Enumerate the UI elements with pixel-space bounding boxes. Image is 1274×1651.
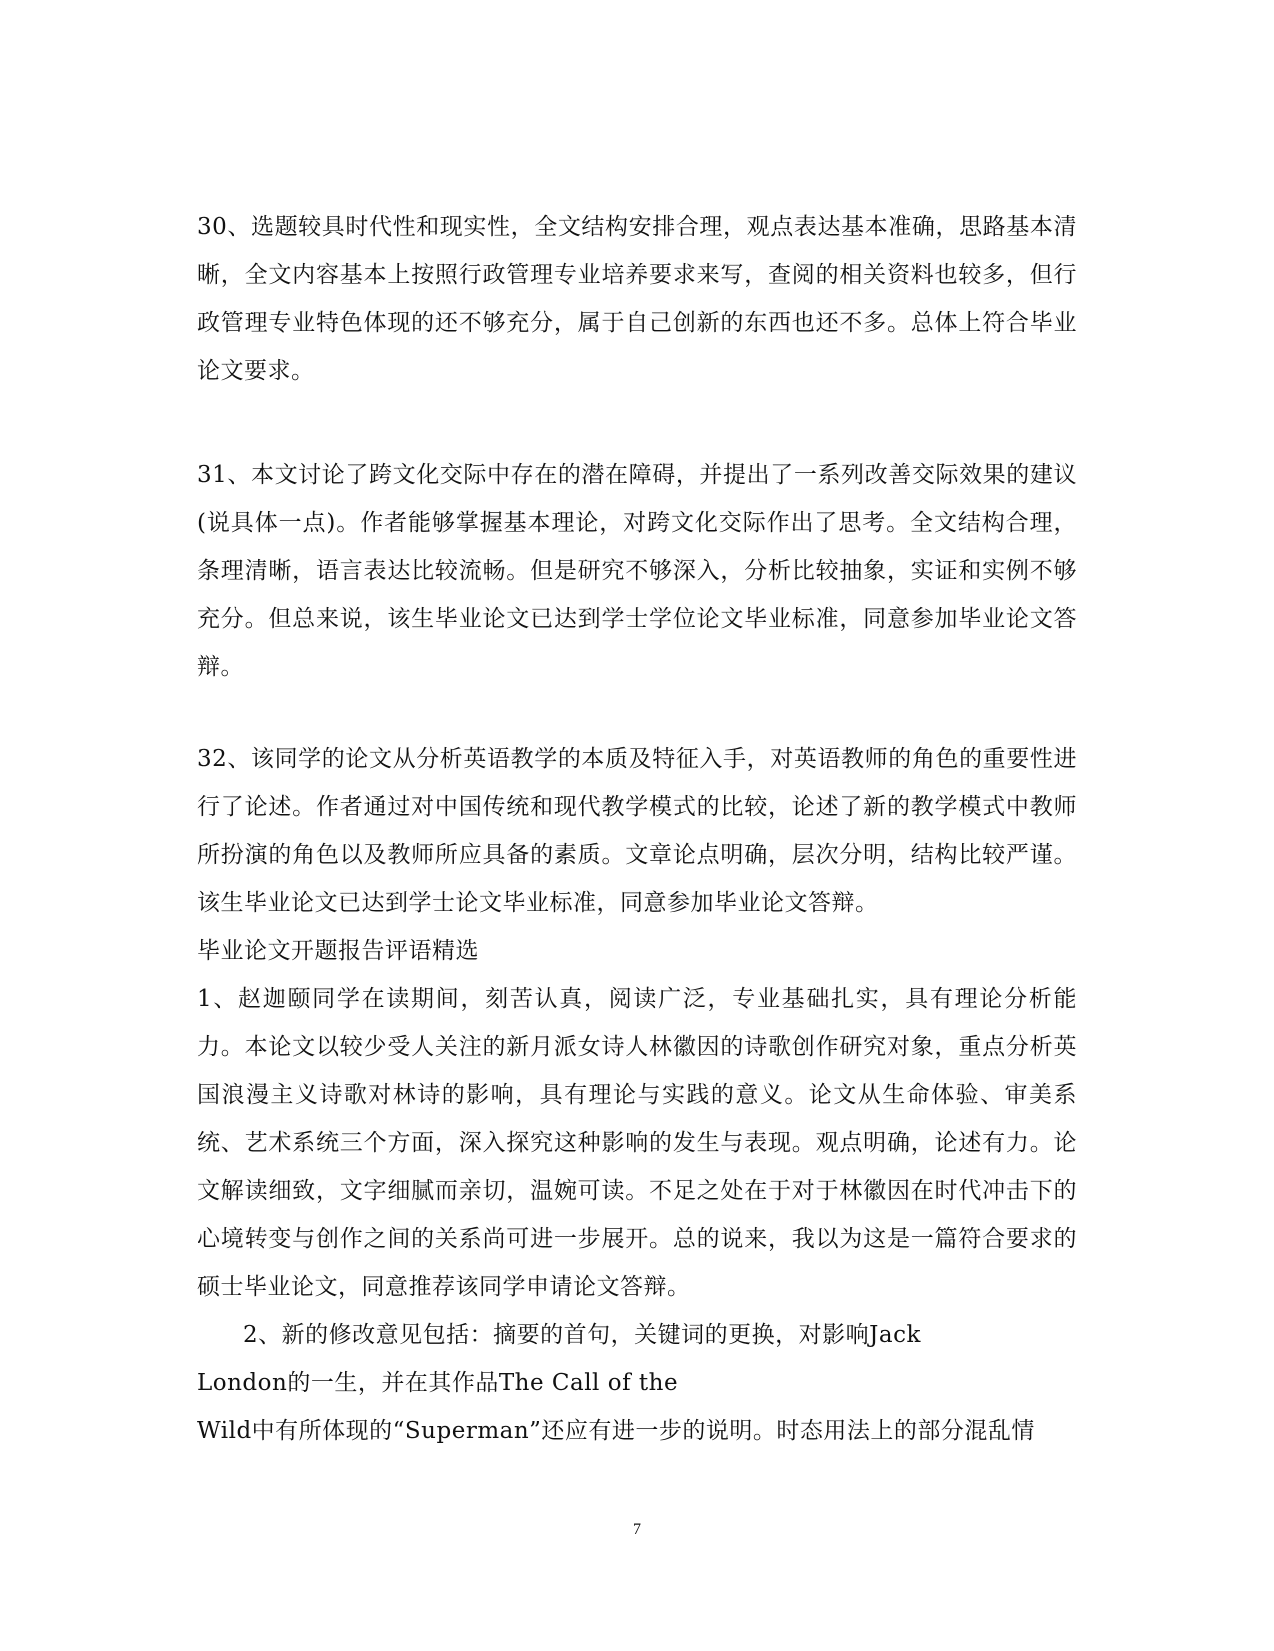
- paragraph-text: 30、选题较具时代性和现实性，全文结构安排合理，观点表达基本准确，思路基本清晰，全文内容基本上按照行政管理专业培养要求来写，查阅的相关资料也较多，但行政管理专业特色体现的还不够充分，属于自己创新的东西也还不多。总体上符合毕业论文要求。: [197, 214, 1077, 384]
- comment-item-2-line-3: Wild中有所体现的“Superman”还应有进一步的说明。时态用法上的部分混乱情: [197, 1418, 1035, 1444]
- paragraph-text: 31、本文讨论了跨文化交际中存在的潜在障碍，并提出了一系列改善交际效果的建议(说具体一点)。作者能够掌握基本理论，对跨文化交际作出了思考。全文结构合理，条理清晰，语言表达比较流畅。但是研究不够深入，分析比较抽象，实证和实例不够充分。但总来说，该生毕业论文已达到学士学位论文毕业标准，同意参加毕业论文答辩。: [197, 462, 1077, 680]
- comment-paragraph-30: [197, 203, 1077, 395]
- comment-item-1: 1、赵迦颐同学在读期间，刻苦认真，阅读广泛，专业基础扎实，具有理论分析能力。本论文以较少受人关注的新月派女诗人林徽因的诗歌创作研究对象，重点分析英国浪漫主义诗歌对林诗的影响，具有理论与实践的意义。论文从生命体验、审美系统、艺术系统三个方面，深入探究这种影响的发生与表现。观点明确，论述有力。论文解读细致，文字细腻而亲切，温婉可读。不足之处在于对于林徽因在时代冲击下的心境转变与创作之间的关系尚可进一步展开。总的说来，我以为这是一篇符合要求的硕士毕业论文，同意推荐该同学申请论文答辩。: [197, 986, 1077, 1300]
- section-heading: 毕业论文开题报告评语精选: [197, 938, 479, 964]
- page-number: 7: [633, 1521, 641, 1538]
- comment-paragraph-32: 32、该同学的论文从分析英语教学的本质及特征入手，对英语教师的角色的重要性进行了论述。作者通过对中国传统和现代教学模式的比较，论述了新的教学模式中教师所扮演的角色以及教师所应具备的素质。文章论点明确，层次分明，结构比较严谨。该生毕业论文已达到学士论文毕业标准，同意参加毕业论文答辩。: [197, 746, 1077, 916]
- comment-item-2-line-2: London的一生，并在其作品The Call of the: [197, 1370, 679, 1396]
- comment-block-32-onward: [197, 735, 1077, 1455]
- comment-item-2-line-1: 2、新的修改意见包括：摘要的首句，关键词的更换，对影响Jack: [243, 1322, 921, 1348]
- comment-paragraph-31: [197, 451, 1077, 691]
